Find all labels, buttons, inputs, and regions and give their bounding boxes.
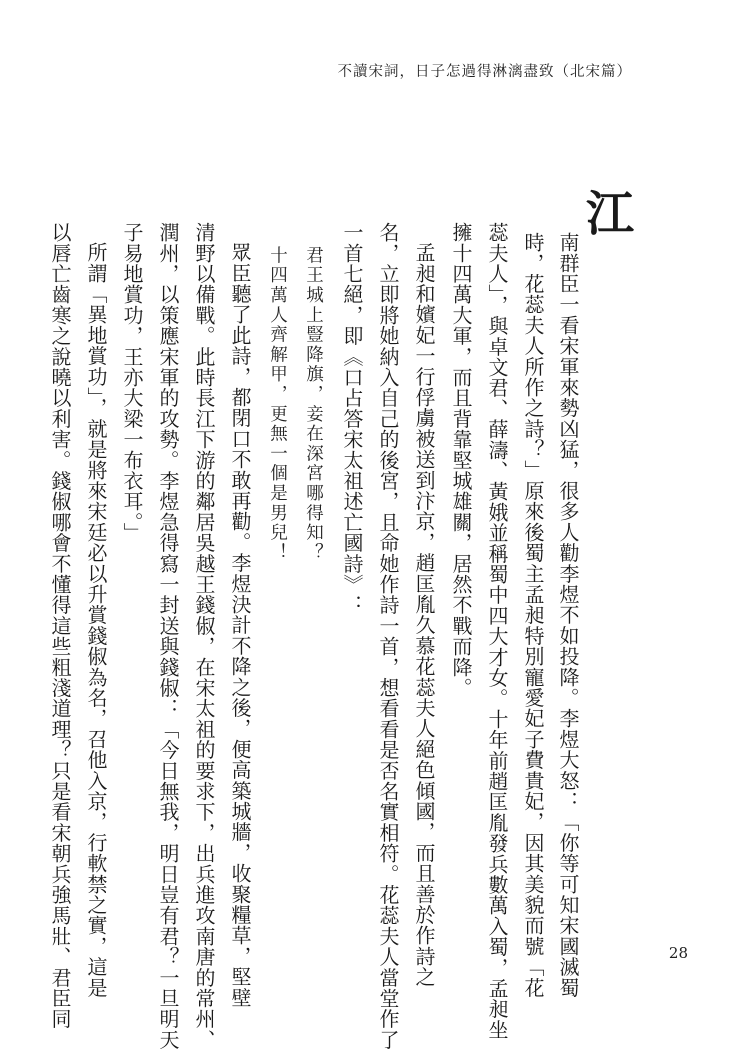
page-number: 28	[668, 944, 688, 962]
running-header: 不讀宋詞，日子怎過得淋漓盡致（北宋篇）	[337, 64, 632, 80]
text-column-10: 潤州，以策應宋軍的攻勢。李煜急得寫一封送與錢俶：「今日無我，明日豈有君？一旦明天	[156, 222, 180, 1050]
text-column-3: 蕊夫人」，與卓文君、薛濤、黃娥並稱蜀中四大才女。十年前趙匡胤發兵數萬入蜀，孟昶坐	[485, 222, 509, 1040]
drop-cap: 江	[586, 186, 635, 242]
text-column-7: 一首七絕，即《口占答宋太祖述亡國詩》：	[340, 222, 364, 616]
text-column-6: 名，立即將她納入自己的後宮，且命她作詩一首，想看看是否名實相符。花蕊夫人當堂作了	[376, 222, 400, 1050]
poem-line-1: 君王城上豎降旗，妾在深宮哪得知？	[303, 246, 324, 563]
poem-line-2: 十四萬人齊解甲，更無一個是男兒！	[267, 246, 288, 563]
text-column-5: 孟昶和嬪妃一行俘虜被送到汴京，趙匡胤久慕花蕊夫人絕色傾國，而且善於作詩之	[412, 242, 436, 988]
text-column-2: 時，花蕊夫人所作之詩？」原來後蜀主孟昶特別寵愛妃子費貴妃，因其美貌而號「花	[521, 232, 545, 998]
text-column-9: 清野以備戰。此時長江下游的鄰居吳越王錢俶，在宋太祖的要求下，出兵進攻南唐的常州、	[192, 222, 216, 1050]
text-column-4: 擁十四萬大軍，而且背靠堅城雄關，居然不戰而降。	[449, 222, 473, 699]
text-column-8: 眾臣聽了此詩，都閉口不敢再勸。李煜決計不降之後，便高築城牆，收聚糧草，堅壁	[228, 242, 252, 1008]
text-column-12: 所謂「異地賞功」，就是將來宋廷必以升賞錢俶為名，召他入京，行軟禁之實，這是	[84, 242, 108, 998]
text-column-11: 子易地賞功，王亦大梁一布衣耳。」	[120, 222, 144, 544]
text-column-13: 以唇亡齒寒之說曉以利害。錢俶哪會不懂得這些粗淺道理？只是看宋朝兵強馬壯、君臣同	[48, 222, 72, 1030]
text-column-1: 南群臣一看宋軍來勢凶猛，很多人勸李煜不如投降。李煜大怒：「你等可知宋國滅蜀	[556, 232, 580, 998]
